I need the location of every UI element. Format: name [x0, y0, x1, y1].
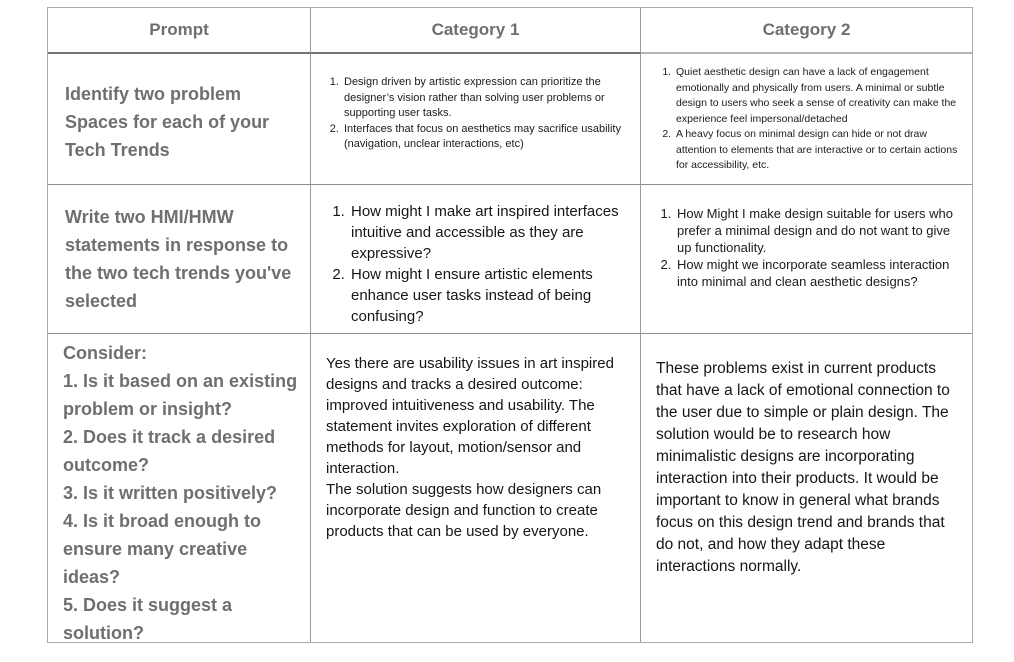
prompt-text: Identify two problem Spaces for each of your Tech Trends [65, 84, 270, 160]
cell-row1-category1 [311, 54, 641, 185]
cell-row3-category1 [311, 334, 641, 642]
cell-row1-prompt [48, 54, 311, 185]
prompt-text: Write two HMI/HMW statements in response to the two tech trends you've selected [65, 207, 292, 311]
numbered-list [327, 201, 632, 327]
numbered-list [654, 65, 964, 174]
header-label-prompt: Prompt [149, 20, 209, 39]
list-item: 2. How might I ensure artistic elements enhance user tasks instead of being confusing? [349, 264, 632, 327]
cell-row2-category2 [641, 185, 972, 334]
paragraph: The solution suggests how designers can incorporate design and function to create products that can be used by everyone. [326, 481, 602, 540]
header-label-category1: Category 1 [431, 20, 520, 39]
prompt-line: 1. Is it based on an existing problem or insight? [63, 371, 298, 419]
list-item: 2. Interfaces that focus on aesthetics may sacrifice usability (navigation, unclear interactions, etc) [342, 122, 628, 153]
worksheet-table [47, 7, 973, 643]
prompt-line: 3. Is it written positively? [63, 483, 278, 503]
prompt-line: 4. Is it broad enough to ensure many creative ideas? [63, 511, 261, 587]
paragraph: These problems exist in current products that have a lack of emotional connection to the user due to simple or plain design. The solution would be to research how minimalistic designs are incorporating interaction into their products. It would be important to know in general what brands focus on this design trend and brands that do not, and how they adapt these interactions normally. [656, 360, 950, 575]
cell-row3-category2 [641, 334, 972, 642]
list-item: 1. How might I make art inspired interfaces intuitive and accessible as they are expressive? [349, 201, 632, 264]
cell-row2-prompt [48, 185, 311, 334]
prompt-line: 5. Does it suggest a solution? [63, 595, 233, 642]
numbered-list [321, 75, 628, 153]
prompt-line: Consider: [63, 343, 148, 363]
prompt-line: 2. Does it track a desired outcome? [63, 427, 276, 475]
cell-row2-category1 [311, 185, 641, 334]
numbered-list [655, 205, 962, 290]
header-cell-category1 [311, 8, 641, 54]
cell-row1-category2 [641, 54, 972, 185]
list-item: 1. Design driven by artistic expression can prioritize the designer’s vision rather than solving user problems or supporting user tasks. [342, 75, 628, 122]
list-item: 2. A heavy focus on minimal design can hide or not draw attention to elements that are interactive or to certain actions for accessibility, etc. [674, 127, 964, 174]
list-item: 1. How Might I make design suitable for users who prefer a minimal design and do not want to give up functionality. [675, 205, 962, 256]
list-item: 2. How might we incorporate seamless interaction into minimal and clean aesthetic designs? [675, 256, 962, 290]
header-cell-category2 [641, 8, 972, 54]
list-item: 1. Quiet aesthetic design can have a lack of engagement emotionally and physically from users. A minimal or subtle design to users who seek a sense of creativity can make the experience feel impersonal/detached [674, 65, 964, 127]
cell-row3-prompt [48, 334, 311, 642]
header-cell-prompt [48, 8, 311, 54]
header-label-category2: Category 2 [762, 20, 851, 39]
paragraph: Yes there are usability issues in art inspired designs and tracks a desired outcome: improved intuitiveness and usability. The statement invites exploration of different methods for layout, motion/sensor and interaction. [326, 355, 614, 477]
